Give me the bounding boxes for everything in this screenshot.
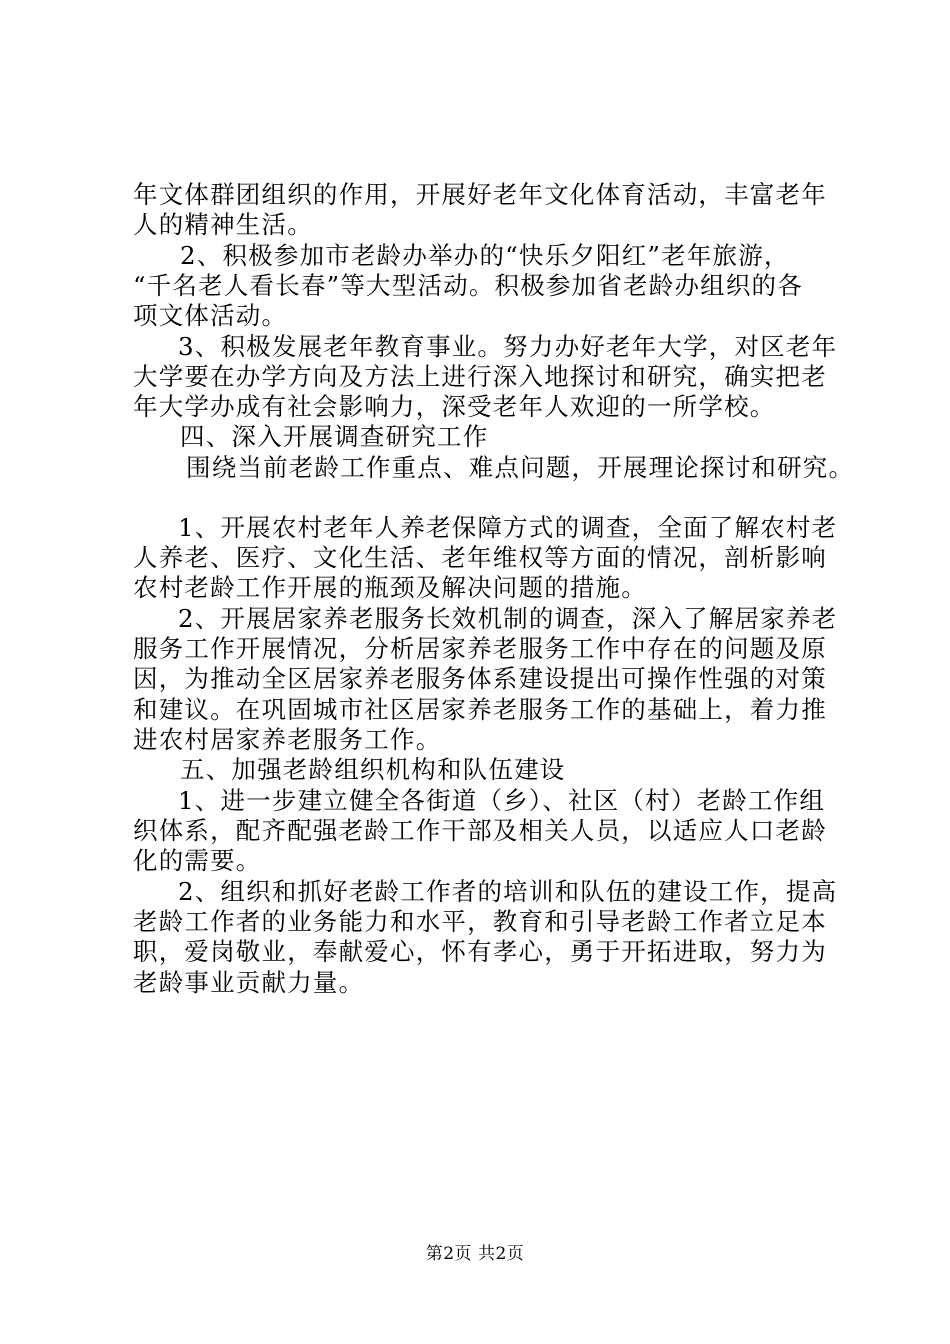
text-line: 1、进一步建立健全各街道（乡）、社区（村）老龄工作组 xyxy=(178,786,826,815)
text-line: 项文体活动。 xyxy=(133,301,288,330)
section-heading: 四、深入开展调查研究工作 xyxy=(180,422,489,451)
text-line: 因，为推动全区居家养老服务体系建设提出可操作性强的对策 xyxy=(133,664,827,693)
text-line: 人养老、医疗、文化生活、老年维权等方面的情况，剖析影响 xyxy=(133,543,827,572)
text-line: 3、积极发展老年教育事业。努力办好老年大学，对区老年 xyxy=(178,332,838,361)
text-line: 化的需要。 xyxy=(133,846,262,875)
text-line: “千名老人看长春”等大型活动。积极参加省老龄办组织的各 xyxy=(133,271,803,300)
text-line: 2、开展居家养老服务长效机制的调查，深入了解居家养老 xyxy=(178,604,838,633)
text-line: 2、积极参加市老龄办举办的“快乐夕阳红”老年旅游， xyxy=(180,241,790,270)
text-line: 老龄事业贡献力量。 xyxy=(133,968,365,997)
text-line: 进农村居家养老服务工作。 xyxy=(133,725,442,754)
section-heading: 五、加强老龄组织机构和队伍建设 xyxy=(180,755,566,784)
text-line: 和建议。在巩固城市社区居家养老服务工作的基础上，着力推 xyxy=(133,695,827,724)
text-line: 服务工作开展情况，分析居家养老服务工作中存在的问题及原 xyxy=(133,634,827,663)
text-line: 人的精神生活。 xyxy=(133,210,313,239)
text-line: 1、开展农村老年人养老保障方式的调查，全面了解农村老 xyxy=(178,513,838,542)
text-line: 织体系，配齐配强老龄工作干部及相关人员，以适应人口老龄 xyxy=(133,816,827,845)
text-line: 2、组织和抓好老龄工作者的培训和队伍的建设工作，提高 xyxy=(178,877,838,906)
text-line: 年大学办成有社会影响力，深受老年人欢迎的一所学校。 xyxy=(133,392,776,421)
text-line: 年文体群团组织的作用，开展好老年文化体育活动，丰富老年 xyxy=(133,180,827,209)
text-line: 大学要在办学方向及方法上进行深入地探讨和研究，确实把老 xyxy=(133,362,827,391)
text-line: 老龄工作者的业务能力和水平，教育和引导老龄工作者立足本 xyxy=(133,907,827,936)
page-number: 第2页 共2页 xyxy=(425,1244,525,1264)
text-line: 农村老龄工作开展的瓶颈及解决问题的措施。 xyxy=(133,573,647,602)
text-line: 围绕当前老龄工作重点、难点问题，开展理论探讨和研究。 xyxy=(186,453,855,482)
text-line: 职，爱岗敬业，奉献爱心，怀有孝心，勇于开拓进取，努力为 xyxy=(133,937,827,966)
